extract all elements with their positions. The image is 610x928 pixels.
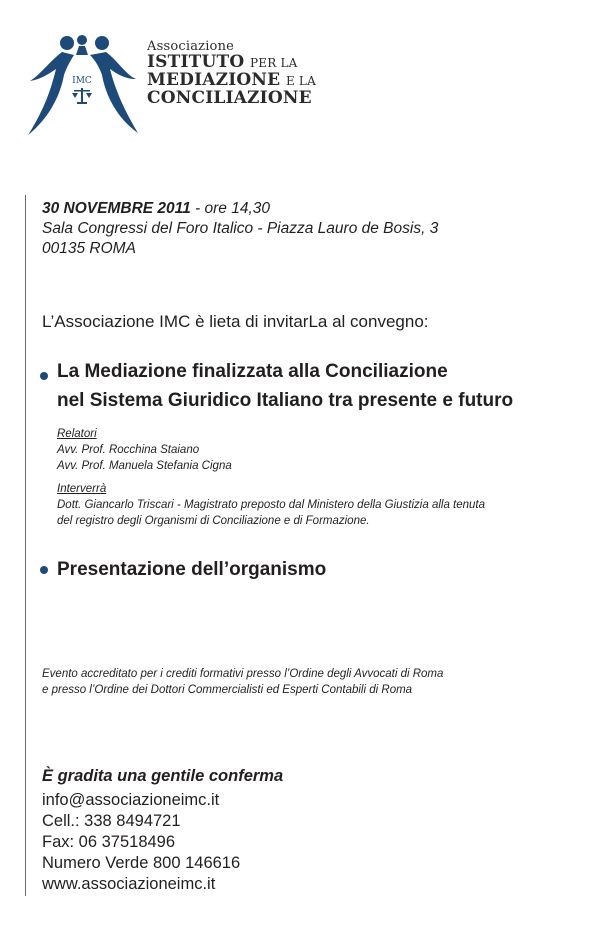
relatori-label: Relatori xyxy=(57,428,97,440)
event-venue-line2: 00135 ROMA xyxy=(42,240,136,257)
relatore-2: Avv. Prof. Manuela Stefania Cigna xyxy=(57,460,232,472)
left-rule-divider xyxy=(25,195,26,896)
topic1-title-line1: La Mediazione finalizzata alla Conciliazione xyxy=(57,361,448,382)
accreditation-line1: Evento accreditato per i crediti formativi presso l’Ordine degli Avvocati di Roma xyxy=(42,668,444,680)
logo-conciliazione: CONCILIAZIONE xyxy=(147,88,312,108)
topic1-title-line2: nel Sistema Giuridico Italiano tra presente e futuro xyxy=(57,390,514,411)
imc-logo-icon xyxy=(26,33,138,136)
logo-line-mediazione xyxy=(147,72,316,89)
logo-line-associazione: Associazione xyxy=(147,39,235,54)
contact-website: www.associazioneimc.it xyxy=(42,875,216,893)
interverra-label: Interverrà xyxy=(57,483,107,495)
logo-mediazione: MEDIAZIONE xyxy=(147,70,281,90)
contact-email: info@associazioneimc.it xyxy=(42,791,220,809)
logo-e-la: E LA xyxy=(285,74,316,88)
event-datetime xyxy=(42,200,270,218)
logo-line-istituto xyxy=(147,54,316,71)
contact-cell: Cell.: 338 8494721 xyxy=(42,812,181,830)
event-venue-line1: Sala Congressi del Foro Italico - Piazza Lauro de Bosis, 3 xyxy=(42,220,439,237)
rsvp-heading: È gradita una gentile conferma xyxy=(42,767,284,785)
interverra-line1: Dott. Giancarlo Triscari - Magistrato preposto dal Ministero della Giustizia alla tenuta xyxy=(57,499,486,511)
relatore-1: Avv. Prof. Rocchina Staiano xyxy=(57,444,200,456)
logo-imc-text: IMC xyxy=(72,76,92,86)
topic2-title: Presentazione dell’organismo xyxy=(57,559,327,580)
logo-per-la: PER LA xyxy=(249,56,298,70)
logo-line-conciliazione xyxy=(147,90,316,107)
logo-istituto: ISTITUTO xyxy=(147,52,245,72)
logo-wordmark xyxy=(147,40,316,107)
event-time: - ore 14,30 xyxy=(190,200,271,217)
contact-numero-verde: Numero Verde 800 146616 xyxy=(42,854,241,872)
accreditation-line2: e presso l’Ordine dei Dottori Commercialisti ed Esperti Contabili di Roma xyxy=(42,684,413,696)
event-date: 30 NOVEMBRE 2011 xyxy=(42,200,191,217)
interverra-line2: del registro degli Organismi di Conciliazione e di Formazione. xyxy=(57,515,370,527)
invitation-intro: L’Associazione IMC è lieta di invitarLa al convegno: xyxy=(42,312,429,331)
bullet-icon xyxy=(40,566,48,574)
contact-fax: Fax: 06 37518496 xyxy=(42,833,176,851)
bullet-icon xyxy=(40,372,48,380)
